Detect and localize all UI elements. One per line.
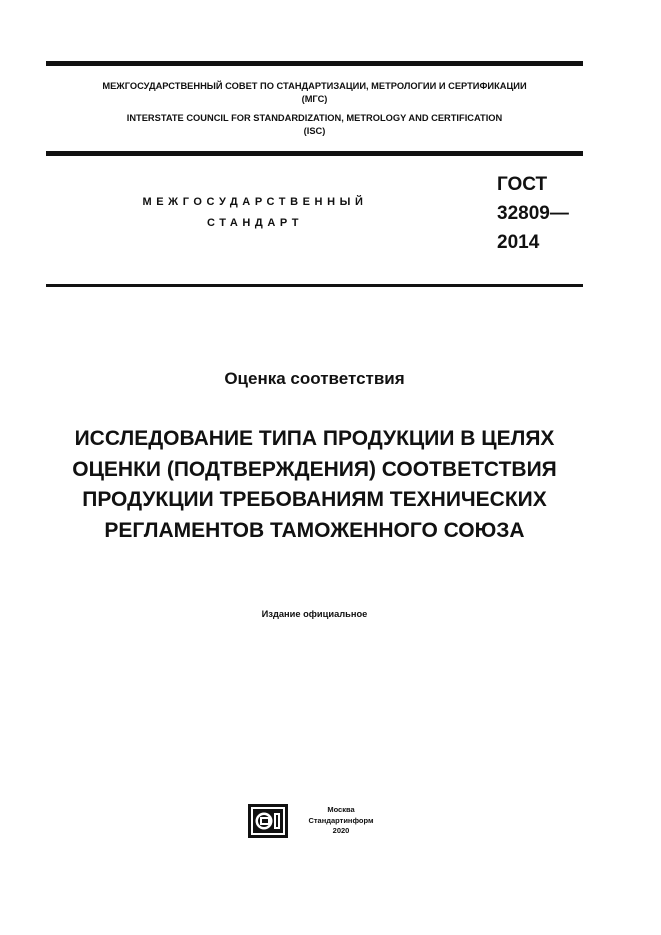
title-line-2: ОЦЕНКИ (ПОДТВЕРЖДЕНИЯ) СООТВЕТСТВИЯ xyxy=(72,457,557,481)
title-line-4: РЕГЛАМЕНТОВ ТАМОЖЕННОГО СОЮЗА xyxy=(104,518,525,542)
council-name-ru xyxy=(46,80,583,106)
publisher-year: 2020 xyxy=(332,826,350,835)
council-abbr-ru: (МГС) xyxy=(301,94,328,104)
bottom-divider xyxy=(46,284,583,287)
council-name-en xyxy=(46,112,583,138)
council-name-ru-line1: МЕЖГОСУДАРСТВЕННЫЙ СОВЕТ ПО СТАНДАРТИЗАЦИИ, МЕТРОЛОГИИ И СЕРТИФИКАЦИИ xyxy=(102,81,527,91)
top-divider xyxy=(46,61,583,66)
middle-divider xyxy=(46,151,583,156)
council-abbr-en: (ISC) xyxy=(303,126,326,136)
title-line-1: ИССЛЕДОВАНИЕ ТИПА ПРОДУКЦИИ В ЦЕЛЯХ xyxy=(74,427,555,450)
gost-number: 32809— xyxy=(497,203,569,224)
publisher-name: Стандартинформ xyxy=(308,815,374,825)
standard-type-line1: МЕЖГОСУДАРСТВЕННЫЙ xyxy=(142,196,368,208)
publisher-imprint xyxy=(298,805,384,837)
document-subject: Оценка соответствия xyxy=(224,369,405,388)
document-title xyxy=(46,424,583,546)
standard-type xyxy=(120,192,390,234)
gost-designation xyxy=(497,170,569,257)
publisher-city: Москва xyxy=(327,805,355,814)
title-line-3: ПРОДУКЦИИ ТРЕБОВАНИЯМ ТЕХНИЧЕСКИХ xyxy=(82,488,547,511)
standard-type-line2: СТАНДАРТ xyxy=(206,217,304,229)
gost-label: ГОСТ xyxy=(497,174,548,195)
gost-year: 2014 xyxy=(497,232,540,253)
edition-label: Издание официальное xyxy=(261,609,368,619)
standartinform-logo-icon xyxy=(248,804,288,838)
council-name-en-line1: INTERSTATE COUNCIL FOR STANDARDIZATION, METROLOGY AND CERTIFICATION xyxy=(126,113,503,123)
